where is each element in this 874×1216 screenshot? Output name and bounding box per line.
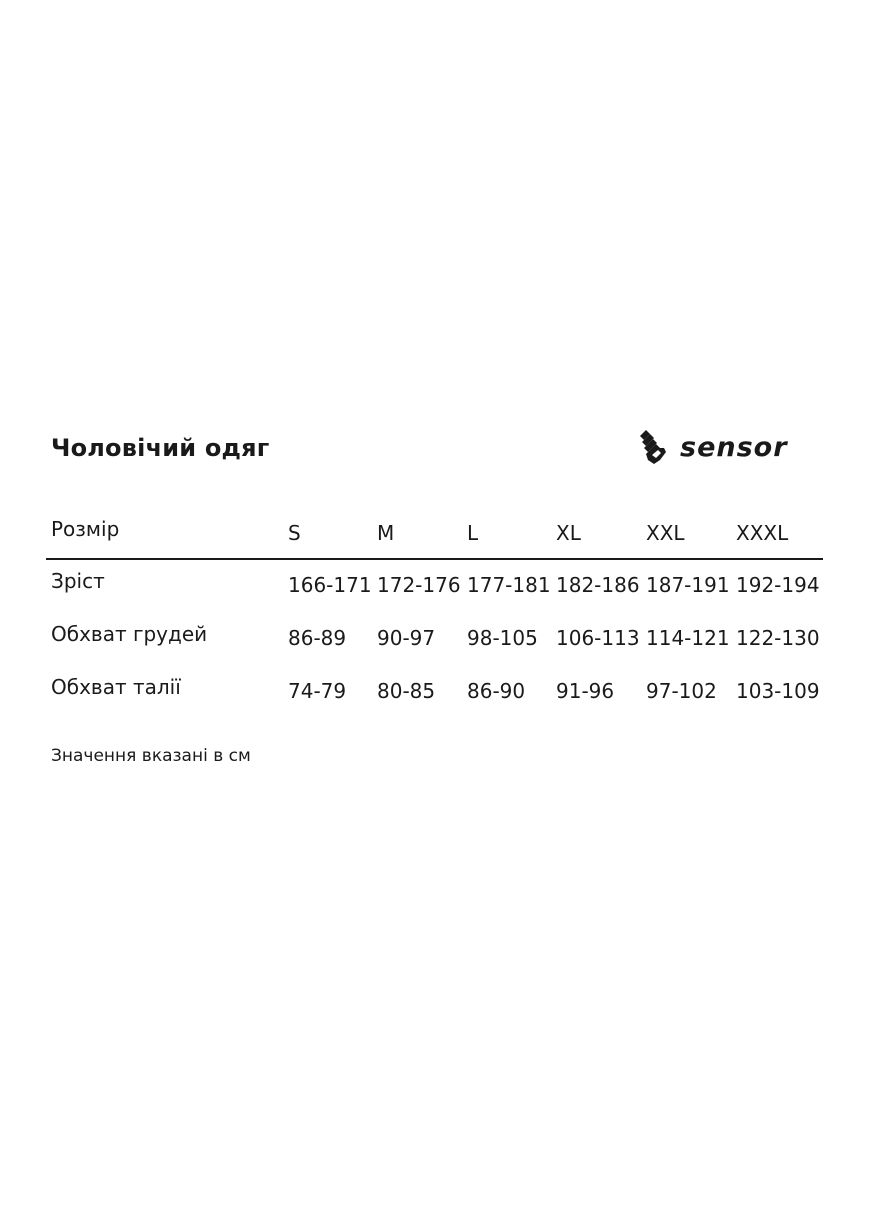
hand-logo-icon — [640, 430, 666, 464]
size-xxxl: XXXL — [736, 521, 789, 545]
row-label: Зріст — [51, 569, 105, 593]
table-row-waist — [51, 676, 823, 706]
row-label: Обхват талії — [51, 675, 181, 699]
table-cell: 182-186 — [556, 573, 640, 597]
brand-wordmark: sensor — [680, 432, 788, 463]
table-row-chest — [51, 623, 823, 653]
table-cell: 86-90 — [467, 679, 526, 703]
size-xxl: XXL — [646, 521, 685, 545]
table-cell: 106-113 — [556, 626, 640, 650]
table-cell: 80-85 — [377, 679, 436, 703]
table-cell: 166-171 — [288, 573, 372, 597]
table-cell: 187-191 — [646, 573, 730, 597]
table-cell: 192-194 — [736, 573, 820, 597]
table-cell: 90-97 — [377, 626, 436, 650]
table-divider — [46, 558, 823, 560]
size-header-row — [51, 518, 823, 548]
table-cell: 86-89 — [288, 626, 347, 650]
table-cell: 122-130 — [736, 626, 820, 650]
table-cell: 91-96 — [556, 679, 615, 703]
size-header-label: Розмір — [51, 517, 120, 541]
table-cell: 74-79 — [288, 679, 347, 703]
table-cell: 172-176 — [377, 573, 461, 597]
table-cell: 177-181 — [467, 573, 551, 597]
table-cell: 97-102 — [646, 679, 717, 703]
size-xl: XL — [556, 521, 581, 545]
size-l: L — [467, 521, 479, 545]
size-s: S — [288, 521, 301, 545]
brand-logo — [634, 427, 824, 467]
units-note: Значення вказані в см — [51, 746, 251, 766]
table-cell: 103-109 — [736, 679, 820, 703]
table-cell: 114-121 — [646, 626, 730, 650]
table-cell: 98-105 — [467, 626, 538, 650]
table-row-height — [51, 570, 823, 600]
page-title: Чоловічий одяг — [51, 434, 270, 462]
row-label: Обхват грудей — [51, 622, 208, 646]
size-m: M — [377, 521, 395, 545]
